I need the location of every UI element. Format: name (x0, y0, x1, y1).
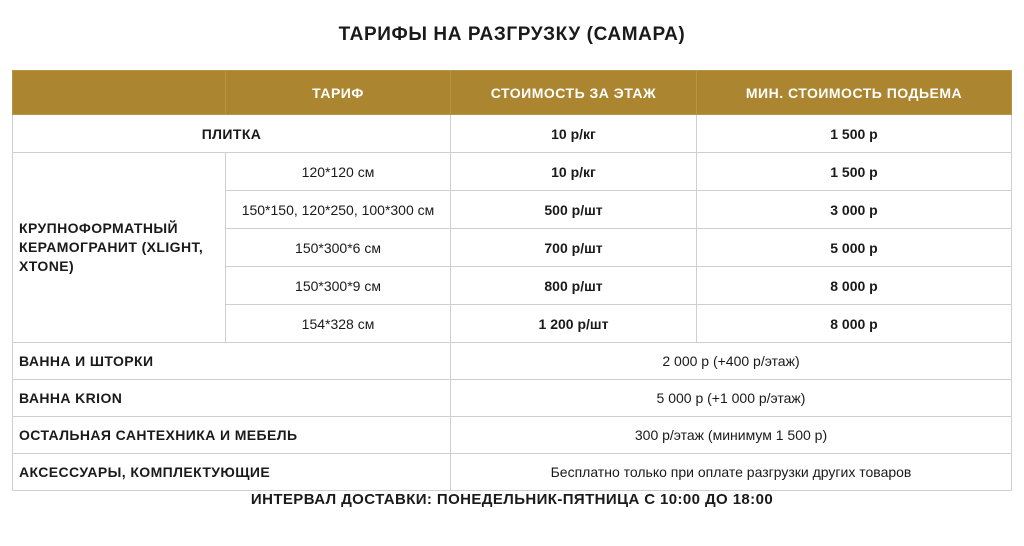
header-empty-cell (13, 71, 226, 115)
porcelain-size: 154*328 см (226, 305, 451, 343)
plumbing-label: ОСТАЛЬНАЯ САНТЕХНИКА И МЕБЕЛЬ (13, 417, 451, 454)
krion-label: ВАННА KRION (13, 380, 451, 417)
accessories-label: АКСЕССУАРЫ, КОМПЛЕКТУЮЩИЕ (13, 454, 451, 491)
header-tariff: ТАРИФ (226, 71, 451, 115)
porcelain-size: 150*300*9 см (226, 267, 451, 305)
tile-min-cost: 1 500 р (697, 115, 1012, 153)
porcelain-group-label: КРУПНОФОРМАТНЫЙ КЕРАМОГРАНИТ (XLIGHT, XTONE) (13, 153, 226, 343)
header-min-cost: МИН. СТОИМОСТЬ ПОДЬЕМА (697, 71, 1012, 115)
table-row (13, 380, 1012, 417)
porcelain-min-cost: 5 000 р (697, 229, 1012, 267)
porcelain-size: 120*120 см (226, 153, 451, 191)
porcelain-floor-cost: 10 р/кг (451, 153, 697, 191)
table-row (13, 417, 1012, 454)
table-row (13, 454, 1012, 491)
porcelain-floor-cost: 500 р/шт (451, 191, 697, 229)
page-title: ТАРИФЫ НА РАЗГРУЗКУ (САМАРА) (338, 24, 686, 45)
porcelain-floor-cost: 700 р/шт (451, 229, 697, 267)
accessories-price: Бесплатно только при оплате разгрузки других товаров (451, 454, 1012, 491)
table-row (13, 153, 1012, 191)
bath-price: 2 000 р (+400 р/этаж) (451, 343, 1012, 380)
porcelain-floor-cost: 1 200 р/шт (451, 305, 697, 343)
delivery-interval-note: ИНТЕРВАЛ ДОСТАВКИ: ПОНЕДЕЛЬНИК-ПЯТНИЦА С 10:00 ДО 18:00 (250, 491, 774, 508)
krion-price: 5 000 р (+1 000 р/этаж) (451, 380, 1012, 417)
porcelain-min-cost: 3 000 р (697, 191, 1012, 229)
tile-floor-cost: 10 р/кг (451, 115, 697, 153)
tariff-table (12, 70, 1012, 491)
porcelain-min-cost: 8 000 р (697, 305, 1012, 343)
header-floor-cost: СТОИМОСТЬ ЗА ЭТАЖ (451, 71, 697, 115)
tile-label: ПЛИТКА (13, 115, 451, 153)
bath-label: ВАННА И ШТОРКИ (13, 343, 451, 380)
table-row (13, 115, 1012, 153)
porcelain-floor-cost: 800 р/шт (451, 267, 697, 305)
table-row (13, 343, 1012, 380)
table-header-row (13, 71, 1012, 115)
porcelain-min-cost: 8 000 р (697, 267, 1012, 305)
porcelain-min-cost: 1 500 р (697, 153, 1012, 191)
plumbing-price: 300 р/этаж (минимум 1 500 р) (451, 417, 1012, 454)
porcelain-size: 150*300*6 см (226, 229, 451, 267)
porcelain-size: 150*150, 120*250, 100*300 см (226, 191, 451, 229)
